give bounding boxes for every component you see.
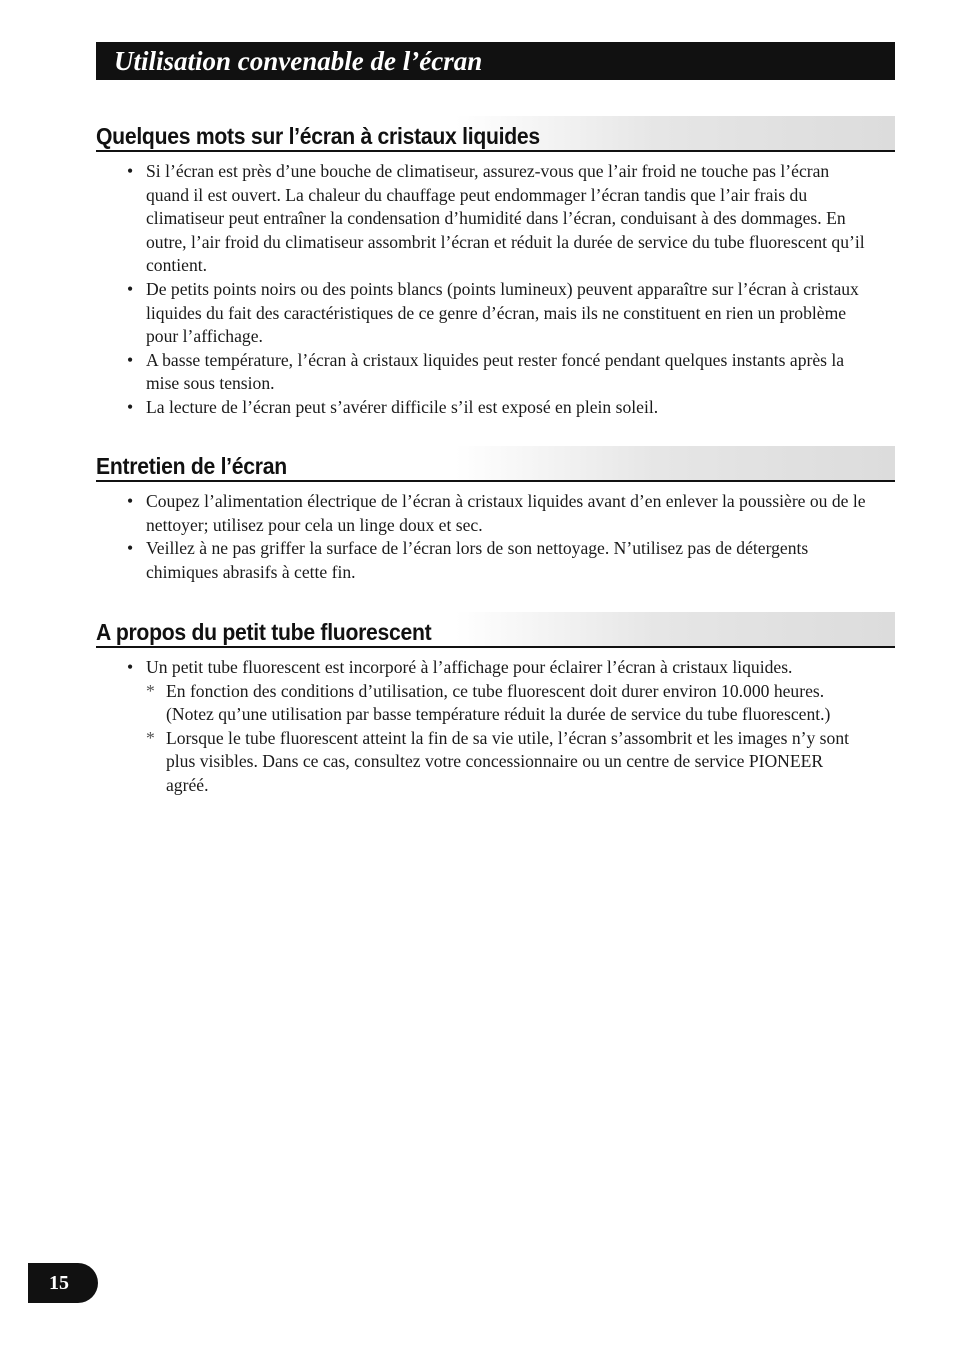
asterisk-icon: * (146, 680, 155, 701)
list-item-text: A basse température, l’écran à cristaux liquides peut rester foncé pendant quelques instants après la mise sous tension. (146, 349, 845, 394)
bullet-list (96, 490, 895, 584)
list-item-text: Coupez l’alimentation électrique de l’écran à cristaux liquides avant d’en enlever la poussière ou de le nettoyer; utilisez pour cela un linge doux et sec. (146, 491, 866, 535)
note-item (96, 680, 895, 727)
list-item (96, 490, 895, 537)
note-list (96, 680, 895, 798)
bullet-list (96, 656, 895, 680)
page-number: 15 (49, 1272, 69, 1294)
page-number-badge (28, 1263, 98, 1303)
list-item-text: Un petit tube fluorescent est incorporé à l’affichage pour éclairer l’écran à cristaux liquides. (146, 657, 793, 677)
bullet-icon: • (127, 396, 134, 417)
bullet-list (96, 160, 895, 420)
list-item-text: Veillez à ne pas griffer la surface de l’écran lors de son nettoyage. N’utilisez pas de détergents chimiques abrasifs à cette fin. (146, 538, 809, 582)
note-item (96, 727, 895, 798)
list-item (96, 656, 895, 680)
list-item (96, 349, 895, 396)
list-item (96, 160, 895, 278)
section-heading-text: A propos du petit tube fluorescent (96, 619, 432, 645)
note-text: En fonction des conditions d’utilisation, ce tube fluorescent doit durer environ 10.000 heures. (Notez qu’une utilisation par basse température réduit la durée de service du tube fluorescent.) (166, 680, 831, 725)
bullet-icon: • (127, 278, 134, 299)
page-title-bar (96, 42, 895, 80)
list-item (96, 537, 895, 584)
section-heading-text: Quelques mots sur l’écran à cristaux liquides (96, 123, 540, 149)
list-item-text: La lecture de l’écran peut s’avérer difficile s’il est exposé en plein soleil. (146, 396, 659, 417)
list-item-text: Si l’écran est près d’une bouche de climatiseur, assurez-vous que l’air froid ne touche pas l’écran quand il est ouvert. La chaleur du chauffage peut endommager l’écran tandis que l’air frais du climatiseur peut entraîner la condensation d’humidité dans l’écran, conduisant à des dommages. En outre, l’air froid du climatiseur assombrit l’écran et réduit la durée de service du tube fluorescent qu’il contient. (146, 161, 865, 276)
list-item-text: De petits points noirs ou des points blancs (points lumineux) peuvent apparaître sur l’écran à cristaux liquides du fait des caractéristiques de ce genre d’écran, mais ils ne constituent en rien un problème pour l’affichage. (146, 278, 859, 347)
asterisk-icon: * (146, 727, 155, 748)
page-title: Utilisation convenable de l’écran (114, 46, 483, 76)
note-text: Lorsque le tube fluorescent atteint la fin de sa vie utile, l’écran s’assombrit et les images n’y sont plus visibles. Dans ce cas, consultez votre concessionnaire ou un centre de service PIONEER agréé. (166, 727, 850, 795)
section-screen-maintenance (96, 446, 895, 584)
section-fluorescent-tube (96, 612, 895, 798)
bullet-icon: • (127, 491, 134, 511)
bullet-icon: • (127, 161, 134, 181)
bullet-icon: • (127, 657, 134, 677)
section-lcd-notes (96, 116, 895, 420)
list-item (96, 396, 895, 420)
section-heading (96, 116, 895, 152)
bullet-icon: • (127, 538, 134, 559)
bullet-icon: • (127, 349, 134, 370)
section-heading (96, 446, 895, 482)
section-heading (96, 612, 895, 648)
list-item (96, 278, 895, 349)
section-heading-text: Entretien de l’écran (96, 453, 287, 479)
